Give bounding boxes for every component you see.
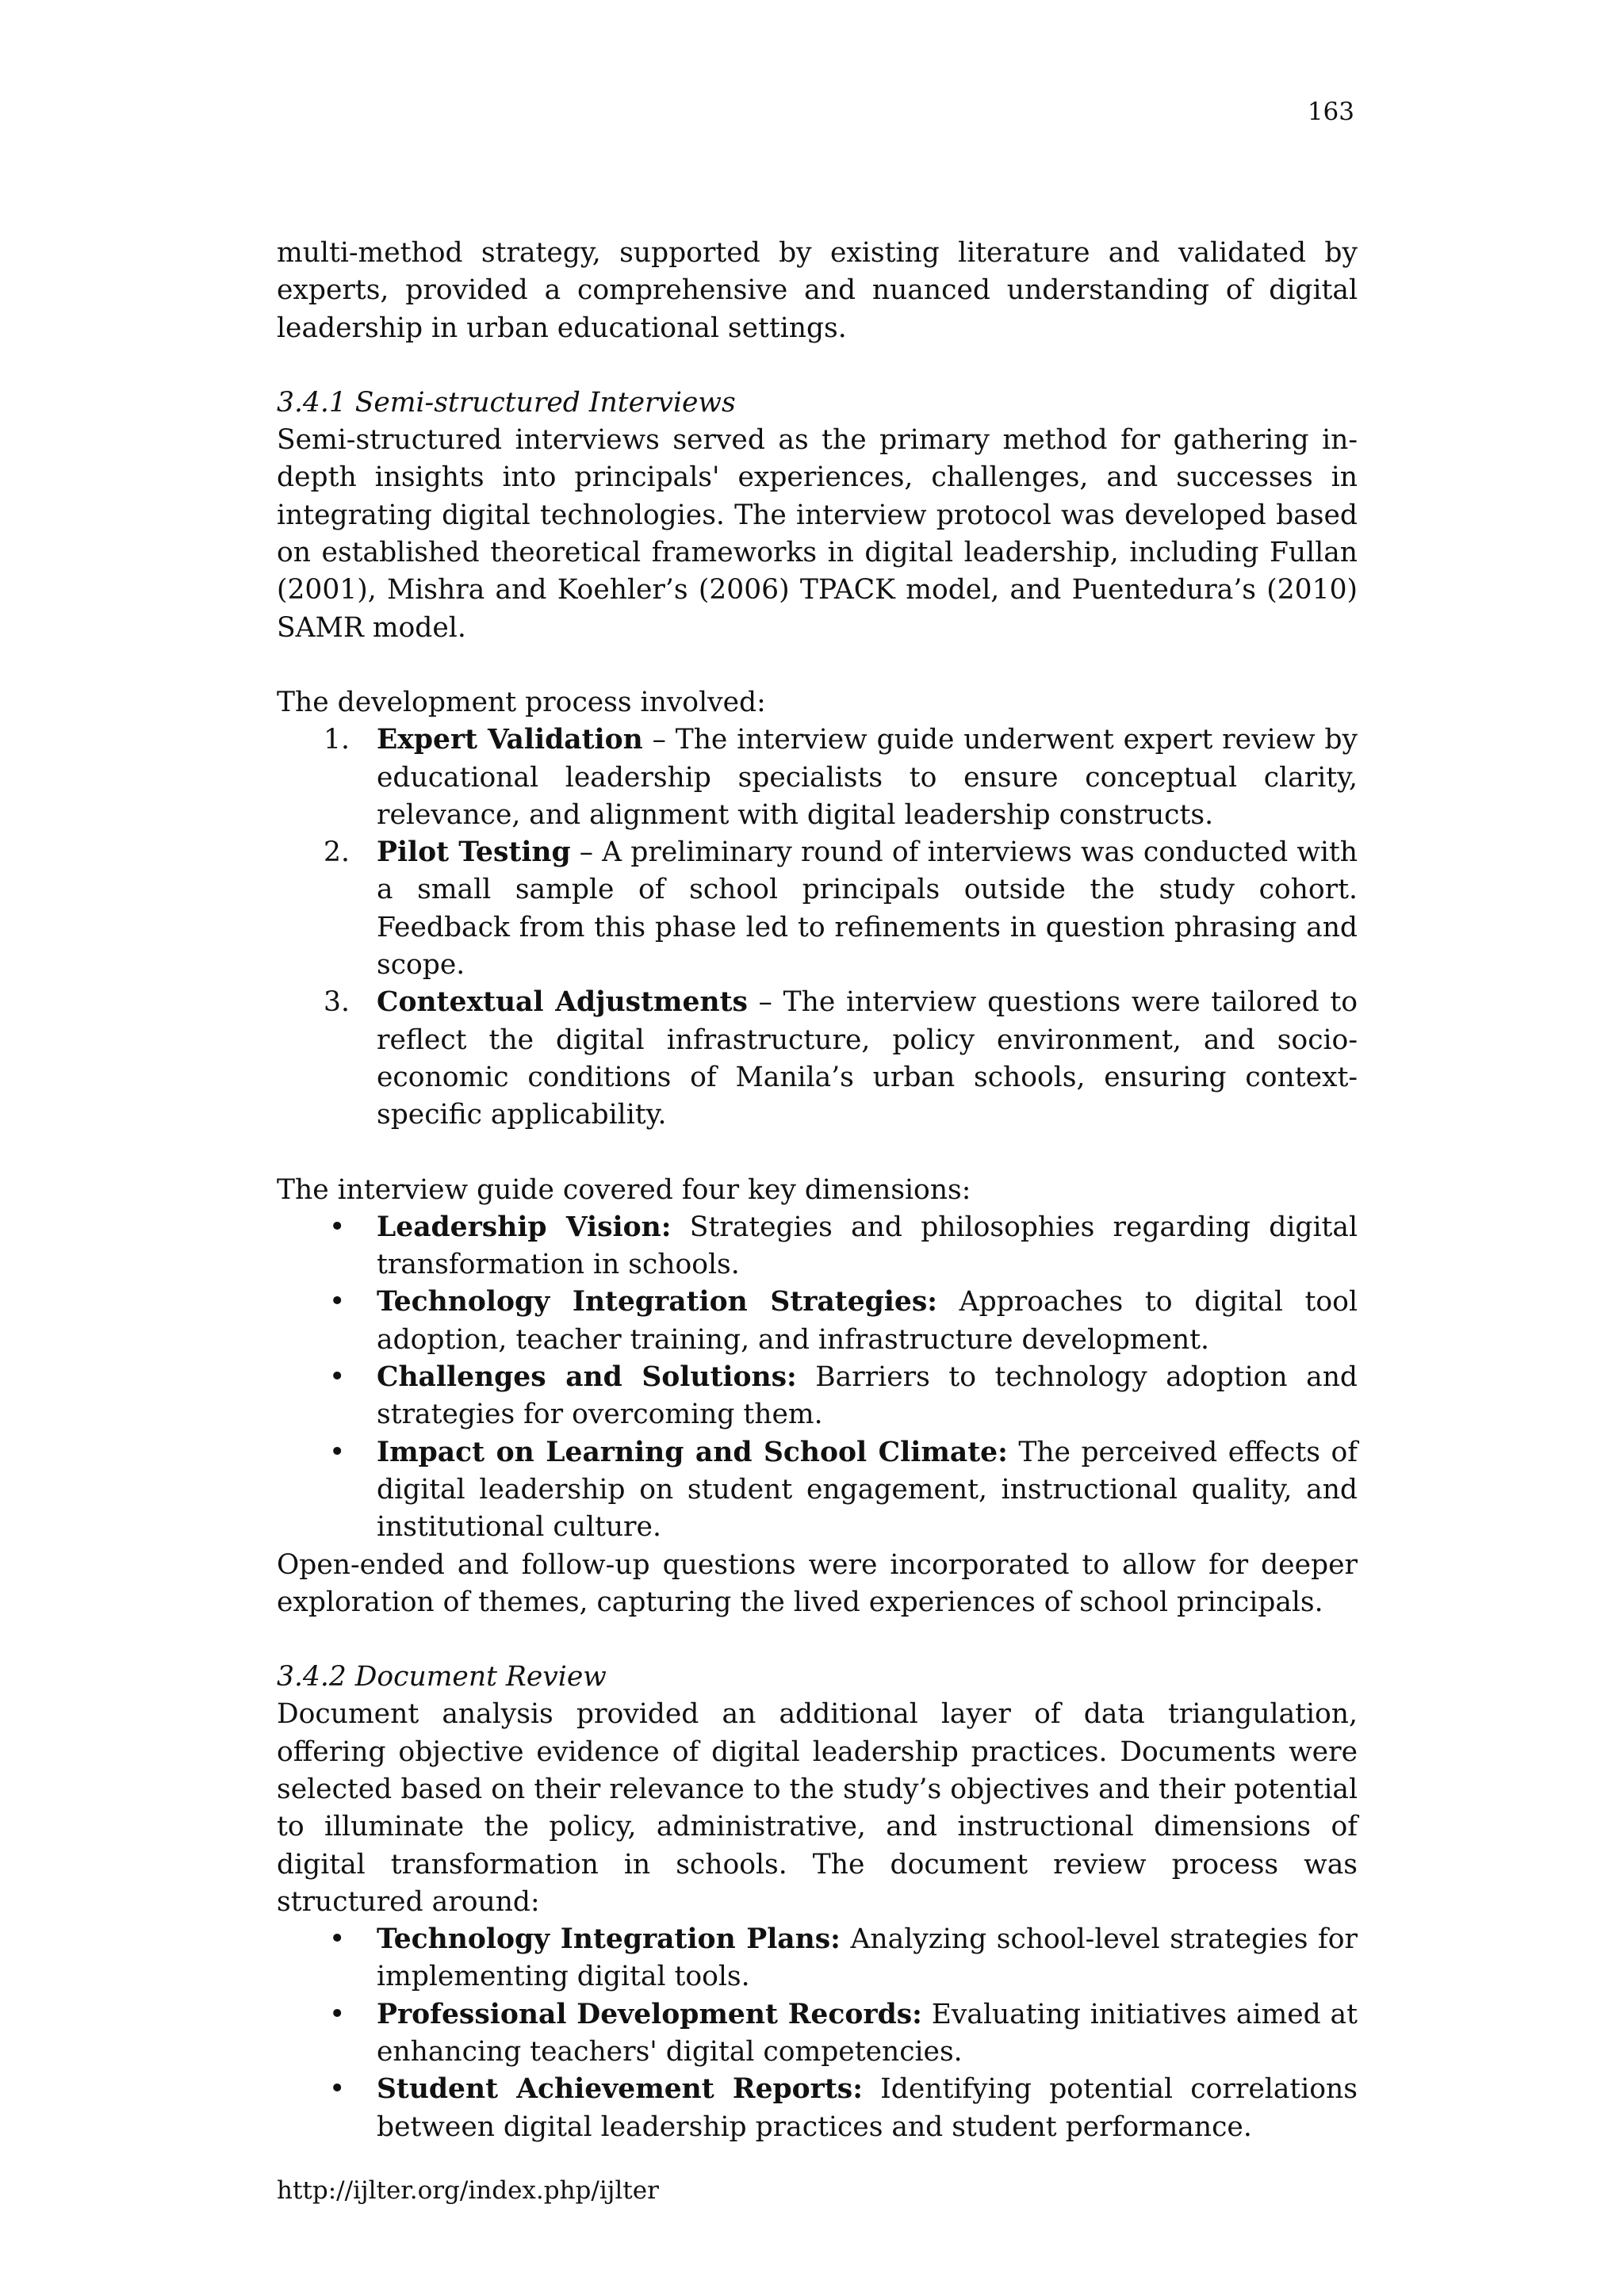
bullet-icon: • bbox=[329, 2073, 346, 2106]
step-number: 1. bbox=[324, 724, 350, 756]
bullet-icon: • bbox=[329, 1998, 346, 2030]
step-term: Pilot Testing bbox=[377, 836, 571, 869]
document-review-term: Professional Development Records: bbox=[377, 1998, 922, 2030]
spacer bbox=[277, 1621, 1358, 1659]
bullet-icon: • bbox=[329, 1286, 346, 1318]
dimensions-intro: The interview guide covered four key dimensions: bbox=[277, 1173, 971, 1206]
dimension-item bbox=[277, 1434, 1358, 1547]
process-step bbox=[277, 984, 1358, 1134]
dimensions-list bbox=[277, 1209, 1358, 1547]
process-steps-list bbox=[277, 721, 1358, 1134]
step-number: 3. bbox=[324, 986, 350, 1019]
document-review-text: Identifying potential correlations between digital leadership practices and student performance. bbox=[377, 2073, 1358, 2143]
dimension-item bbox=[277, 1284, 1358, 1359]
dimension-term: Impact on Learning and School Climate: bbox=[377, 1436, 1008, 1468]
spacer bbox=[277, 347, 1358, 385]
bullet-icon: • bbox=[329, 1923, 346, 1956]
document-review-text: Evaluating initiatives aimed at enhancing teachers' digital competencies. bbox=[377, 1998, 1358, 2068]
document-review-paragraph: Document analysis provided an additional layer of data triangulation, offering objective evidence of digital leadership practices. Documents were selected based on their relevance to the study’s objectives and their potential to illuminate the policy, administrative, and instructional dimensions of digital transformation in schools. The document review process was structured around: bbox=[277, 1698, 1358, 1918]
section-heading-interviews: 3.4.1 Semi-structured Interviews bbox=[277, 386, 736, 419]
process-intro: The development process involved: bbox=[277, 686, 766, 718]
dimension-term: Technology Integration Strategies: bbox=[377, 1286, 938, 1318]
document-review-item bbox=[277, 2071, 1358, 2146]
step-number: 2. bbox=[324, 836, 350, 869]
dimension-item bbox=[277, 1359, 1358, 1434]
footer-url-link[interactable]: http://ijlter.org/index.php/ijlter bbox=[277, 2176, 659, 2205]
dimension-item bbox=[277, 1209, 1358, 1284]
step-term: Expert Validation bbox=[377, 724, 643, 756]
dimension-text: The perceived effects of digital leadership on student engagement, instructional quality, and institutional culture. bbox=[377, 1436, 1358, 1544]
dimension-term: Leadership Vision: bbox=[377, 1211, 672, 1243]
section-heading-document-review: 3.4.2 Document Review bbox=[277, 1661, 607, 1693]
dimension-text: Approaches to digital tool adoption, teacher training, and infrastructure development. bbox=[377, 1286, 1358, 1356]
interviews-closing-paragraph: Open-ended and follow-up questions were incorporated to allow for deeper exploration of themes, capturing the lived experiences of school principals. bbox=[277, 1548, 1358, 1618]
bullet-icon: • bbox=[329, 1211, 346, 1243]
interviews-paragraph: Semi-structured interviews served as the primary method for gathering in-depth insights into principals' experiences, challenges, and successes in integrating digital technologies. The interview protocol was developed based on established theoretical frameworks in digital leadership, including Fullan (2001), Mishra and Koehler’s (2006) TPACK model, and Puentedura’s (2010) SAMR model. bbox=[277, 424, 1358, 644]
dimension-text: Strategies and philosophies regarding digital transformation in schools. bbox=[377, 1211, 1358, 1281]
page-body bbox=[277, 235, 1358, 2146]
page-number: 163 bbox=[1307, 98, 1354, 126]
intro-paragraph: multi-method strategy, supported by existing literature and validated by experts, provided a comprehensive and nuanced understanding of digital leadership in urban educational settings. bbox=[277, 237, 1358, 344]
document-review-list bbox=[277, 1921, 1358, 2146]
bullet-icon: • bbox=[329, 1436, 346, 1468]
step-text: – The interview questions were tailored to reflect the digital infrastructure, policy environment, and socio-economic conditions of Manila’s urban schools, ensuring context-specific applicability. bbox=[377, 986, 1358, 1131]
process-step bbox=[277, 834, 1358, 984]
document-review-term: Technology Integration Plans: bbox=[377, 1923, 841, 1956]
dimension-term: Challenges and Solutions: bbox=[377, 1361, 797, 1394]
bullet-icon: • bbox=[329, 1361, 346, 1394]
document-review-term: Student Achievement Reports: bbox=[377, 2073, 863, 2106]
step-text: – The interview guide underwent expert review by educational leadership specialists to ensure conceptual clarity, relevance, and alignment with digital leadership constructs. bbox=[377, 724, 1358, 831]
document-review-item bbox=[277, 1996, 1358, 2072]
dimension-text: Barriers to technology adoption and strategies for overcoming them. bbox=[377, 1361, 1358, 1431]
document-review-item bbox=[277, 1921, 1358, 1996]
document-review-text: Analyzing school-level strategies for implementing digital tools. bbox=[377, 1923, 1358, 1993]
process-step bbox=[277, 721, 1358, 834]
spacer bbox=[277, 647, 1358, 684]
spacer bbox=[277, 1135, 1358, 1172]
step-term: Contextual Adjustments bbox=[377, 986, 748, 1019]
step-text: – A preliminary round of interviews was conducted with a small sample of school principals outside the study cohort. Feedback from this phase led to refinements in question phrasing and scope. bbox=[377, 836, 1358, 982]
